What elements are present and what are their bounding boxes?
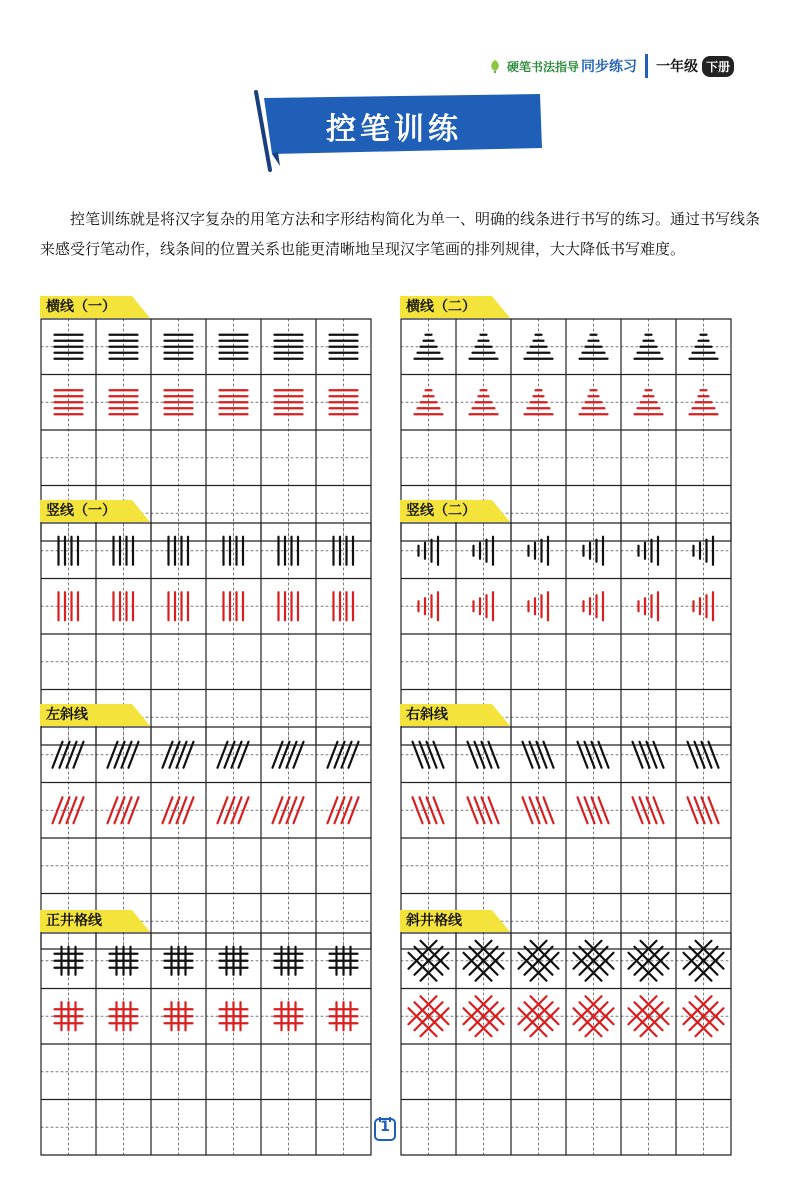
stroke-pattern xyxy=(55,947,83,975)
section-label: 横线（一） xyxy=(46,299,116,315)
section-label: 正井格线 xyxy=(46,913,102,929)
section-label: 右斜线 xyxy=(406,707,448,723)
stroke-pattern xyxy=(330,947,358,975)
stroke-pattern xyxy=(165,1002,193,1030)
stroke-pattern xyxy=(55,1002,83,1030)
page-number: 1 xyxy=(380,1119,390,1135)
section-label: 竖线（二） xyxy=(406,503,476,519)
stroke-pattern xyxy=(220,947,248,975)
section-label: 斜井格线 xyxy=(406,913,462,929)
page-header xyxy=(489,52,734,80)
series-highlight: 同步练习 xyxy=(580,59,637,75)
section-grid-straight xyxy=(40,910,372,1156)
section-label: 横线（二） xyxy=(406,299,476,315)
practice-grid xyxy=(40,932,372,1156)
stroke-pattern xyxy=(110,947,138,975)
stroke-pattern xyxy=(330,1002,358,1030)
grade-label: 一年级 xyxy=(655,59,698,75)
stroke-pattern xyxy=(165,947,193,975)
stroke-pattern xyxy=(275,947,303,975)
section-label: 竖线（一） xyxy=(46,503,116,519)
series-name: 硬笔书法指导 xyxy=(506,59,579,74)
intro-paragraph: 控笔训练就是将汉字复杂的用笔方法和字形结构简化为单一、明确的线条进行书写的练习。通过书写线条来感受行笔动作，线条间的位置关系也能更清晰地呈现汉字笔画的排列规律，大大降低书写难度。 xyxy=(40,210,761,258)
section-label: 左斜线 xyxy=(46,707,88,723)
stroke-pattern xyxy=(110,1002,138,1030)
volume-badge: 下册 xyxy=(702,56,734,77)
page-title: 控笔训练 xyxy=(326,112,462,147)
practice-grid xyxy=(400,932,732,1156)
header-divider xyxy=(645,54,648,78)
leaf-icon xyxy=(489,59,501,73)
section-grid-diagonal xyxy=(400,910,732,1156)
stroke-pattern xyxy=(220,1002,248,1030)
stroke-pattern xyxy=(275,1002,303,1030)
